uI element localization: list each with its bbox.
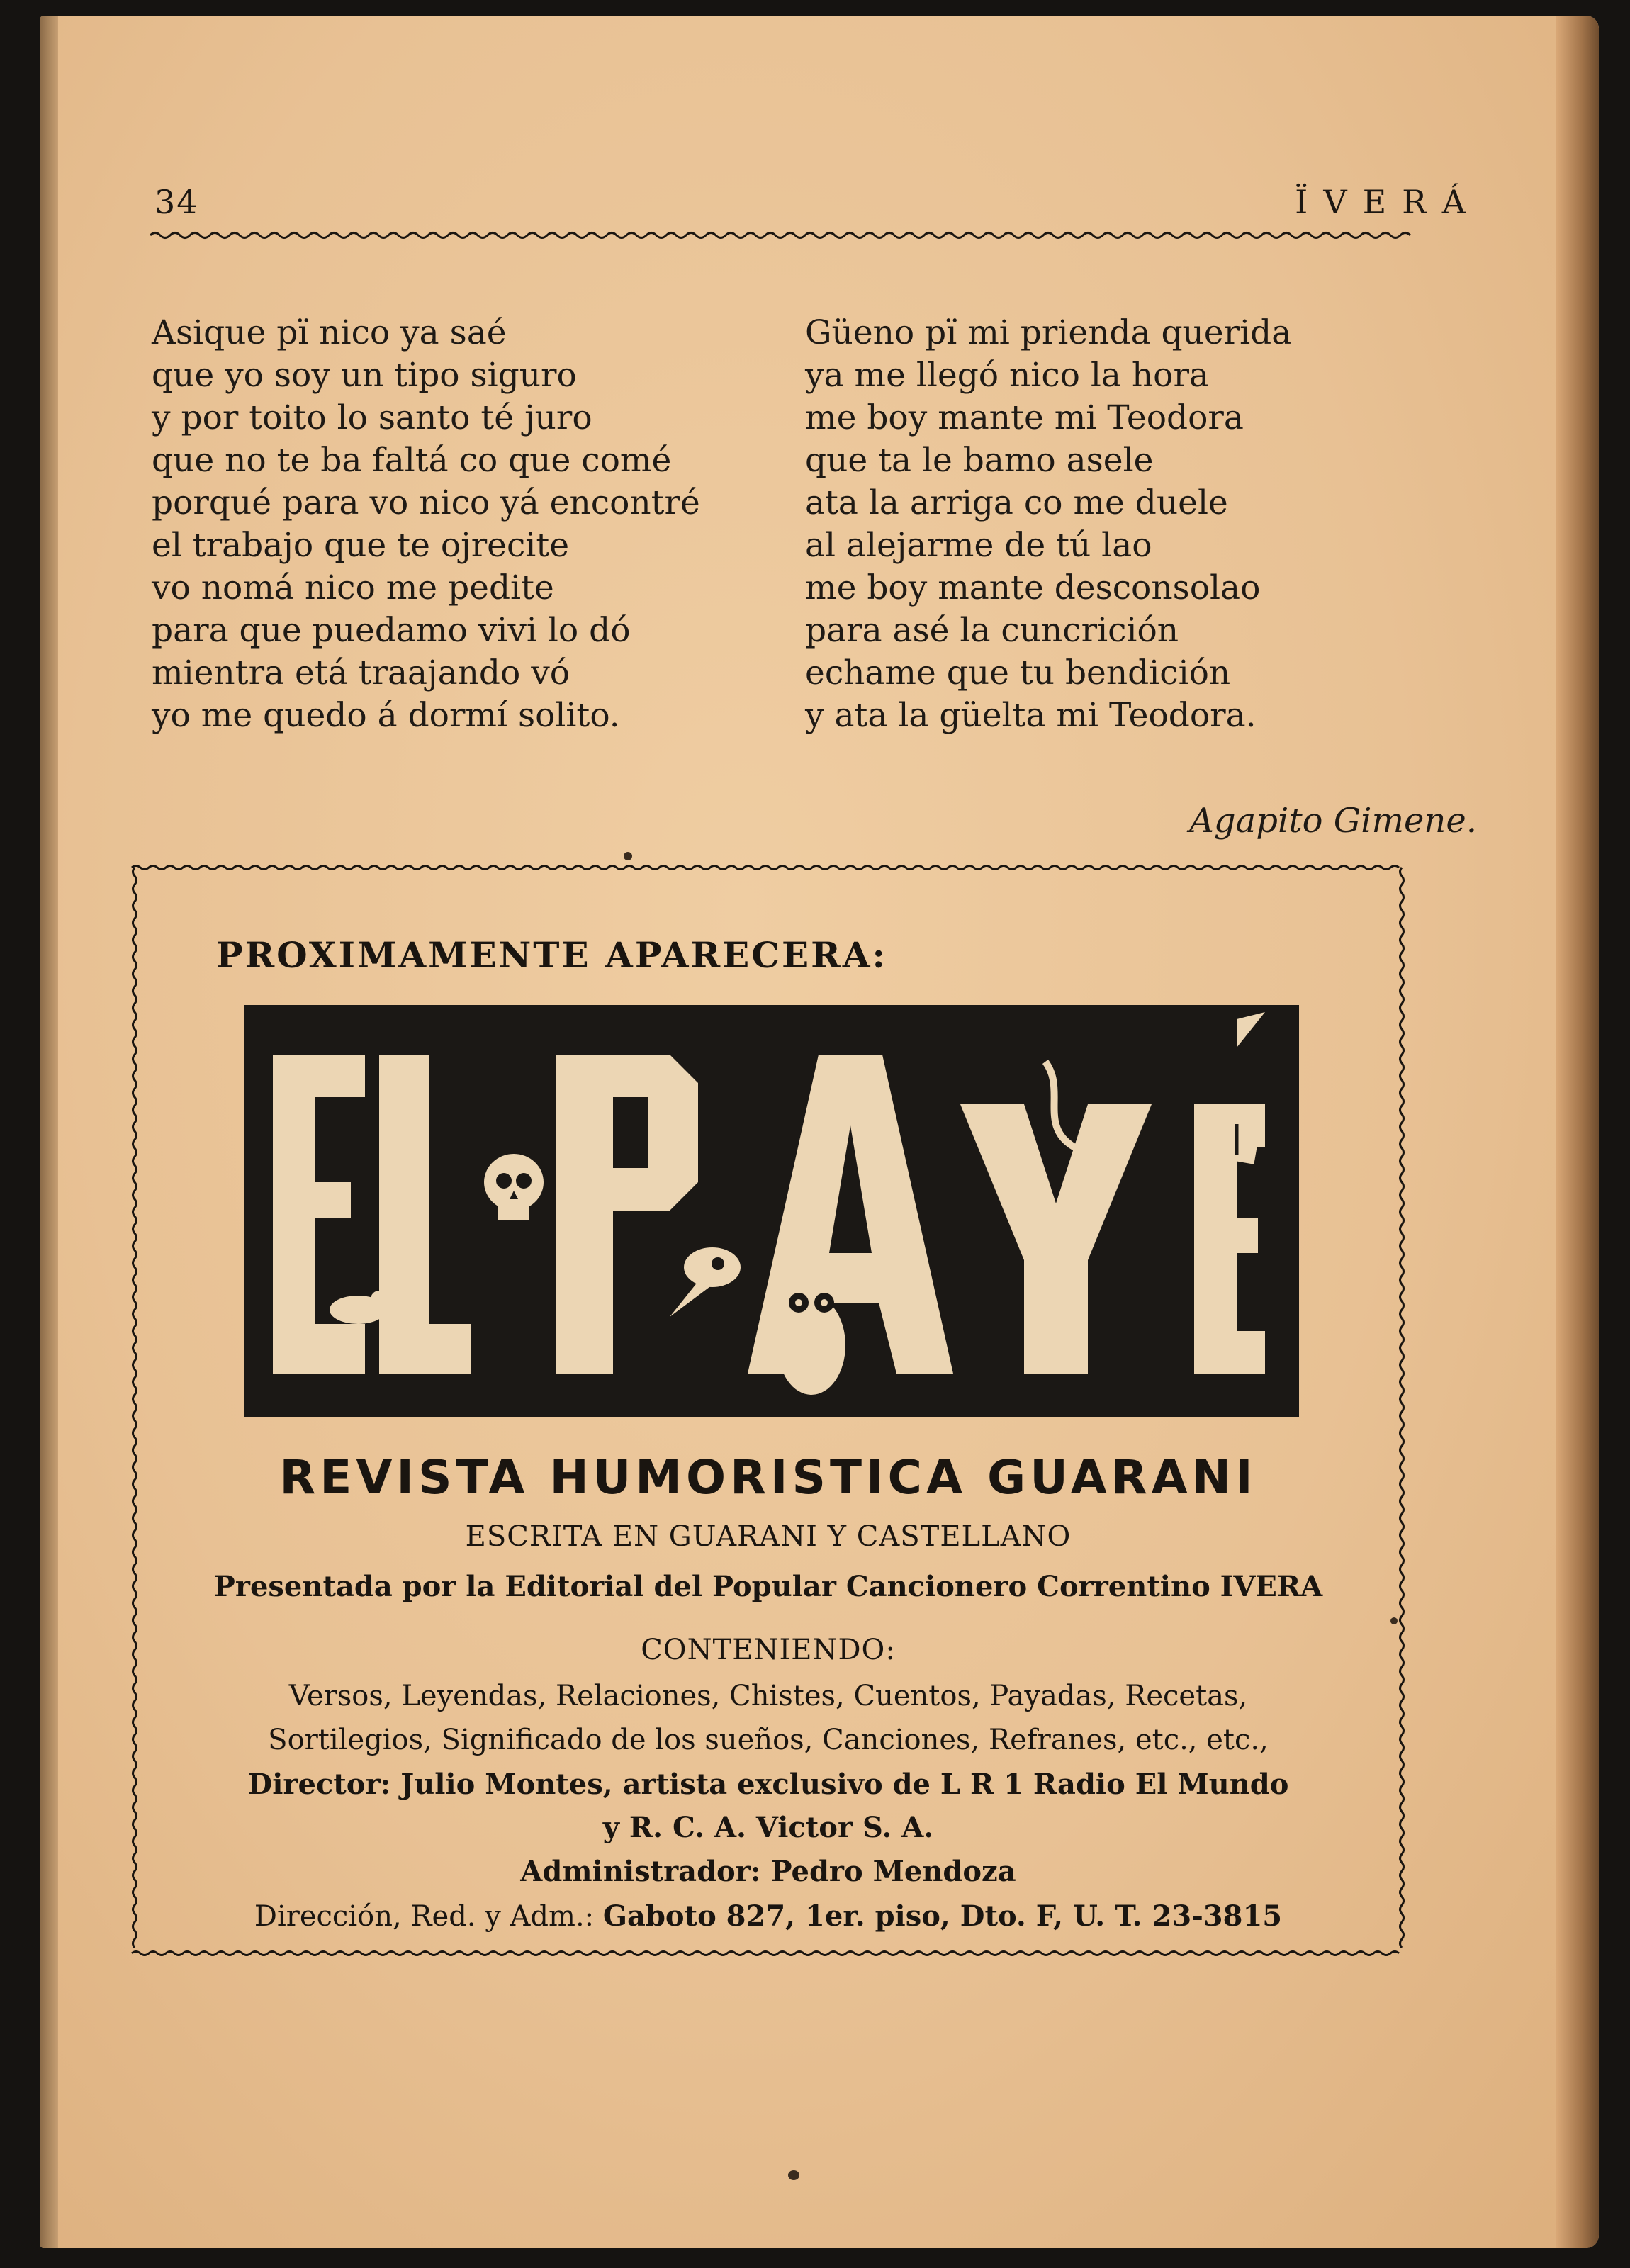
poem-line: para asé la cuncrición	[805, 611, 1179, 650]
paper-speck	[788, 2170, 799, 2180]
ad-address-value: Gaboto 827, 1er. piso, Dto. F, U. T. 23-3815	[602, 1899, 1283, 1933]
poem-line: vo nomá nico me pedite	[152, 568, 554, 607]
header-wavy-rule	[150, 227, 1412, 244]
ad-contents-line: Sortilegios, Significado de los sueños, Canciones, Refranes, etc., etc.,	[268, 1724, 1269, 1756]
ad-presented-by: Presentada por la Editorial del Popular Cancionero Correntino IVERA	[213, 1570, 1323, 1603]
poem-line: me boy mante desconsolao	[805, 568, 1261, 607]
poem-line: el trabajo que te ojrecite	[152, 526, 570, 565]
paper-speck	[624, 852, 632, 860]
page-fore-edge	[1556, 16, 1599, 2248]
el-paye-logo	[244, 1005, 1299, 1418]
ad-administrator: Administrador: Pedro Mendoza	[520, 1855, 1016, 1888]
poem-line: Güeno pï mi prienda querida	[805, 313, 1292, 352]
poem-line: y por toito lo santo té juro	[152, 398, 592, 437]
ad-contains-label: CONTENIENDO:	[641, 1634, 896, 1666]
poem-line: me boy mante mi Teodora	[805, 398, 1244, 437]
poem-line: que ta le bamo asele	[805, 441, 1154, 480]
ad-director-line: Director: Julio Montes, artista exclusivo de L R 1 Radio El Mundo	[247, 1768, 1289, 1801]
ad-address-label: Dirección, Red. y Adm.:	[254, 1900, 595, 1933]
poem-line: ata la arriga co me duele	[805, 483, 1228, 522]
ad-subtitle: REVISTA HUMORISTICA GUARANI	[279, 1450, 1257, 1505]
poem-line: que no te ba faltá co que comé	[152, 441, 672, 480]
poem-line: ya me llegó nico la hora	[805, 356, 1209, 395]
poem-column-right	[805, 312, 1429, 737]
dagger-card-icon	[1212, 1115, 1261, 1164]
ad-director-line: y R. C. A. Victor S. A.	[602, 1811, 934, 1844]
poem-line: al alejarme de tú lao	[805, 526, 1152, 565]
poem-author-signature: Agapito Gimene.	[1189, 801, 1477, 841]
poem-column-left	[152, 312, 761, 737]
ad-written-in: ESCRITA EN GUARANI Y CASTELLANO	[465, 1520, 1072, 1553]
poem-line: que yo soy un tipo siguro	[152, 356, 577, 395]
paper-speck	[1390, 1617, 1398, 1624]
page-number: 34	[154, 183, 199, 221]
poem-line: porqué para vo nico yá encontré	[152, 483, 700, 522]
poem-line: Asique pï nico ya saé	[152, 313, 507, 352]
ad-heading: PROXIMAMENTE APARECERA:	[216, 934, 887, 976]
ad-contents-line: Versos, Leyendas, Relaciones, Chistes, Cuentos, Payadas, Recetas,	[288, 1680, 1248, 1712]
poem-line: yo me quedo á dormí solito.	[152, 696, 620, 735]
poem-line: echame que tu bendición	[805, 653, 1231, 692]
poem-line: y ata la güelta mi Teodora.	[805, 696, 1257, 735]
publication-title: ÏVERÁ	[1295, 183, 1481, 221]
poem-line: mientra etá traajando vó	[152, 653, 570, 692]
page-binding-edge	[40, 16, 58, 2248]
poem-line: para que puedamo vivi lo dó	[152, 611, 631, 650]
ad-address	[129, 1899, 1407, 1933]
